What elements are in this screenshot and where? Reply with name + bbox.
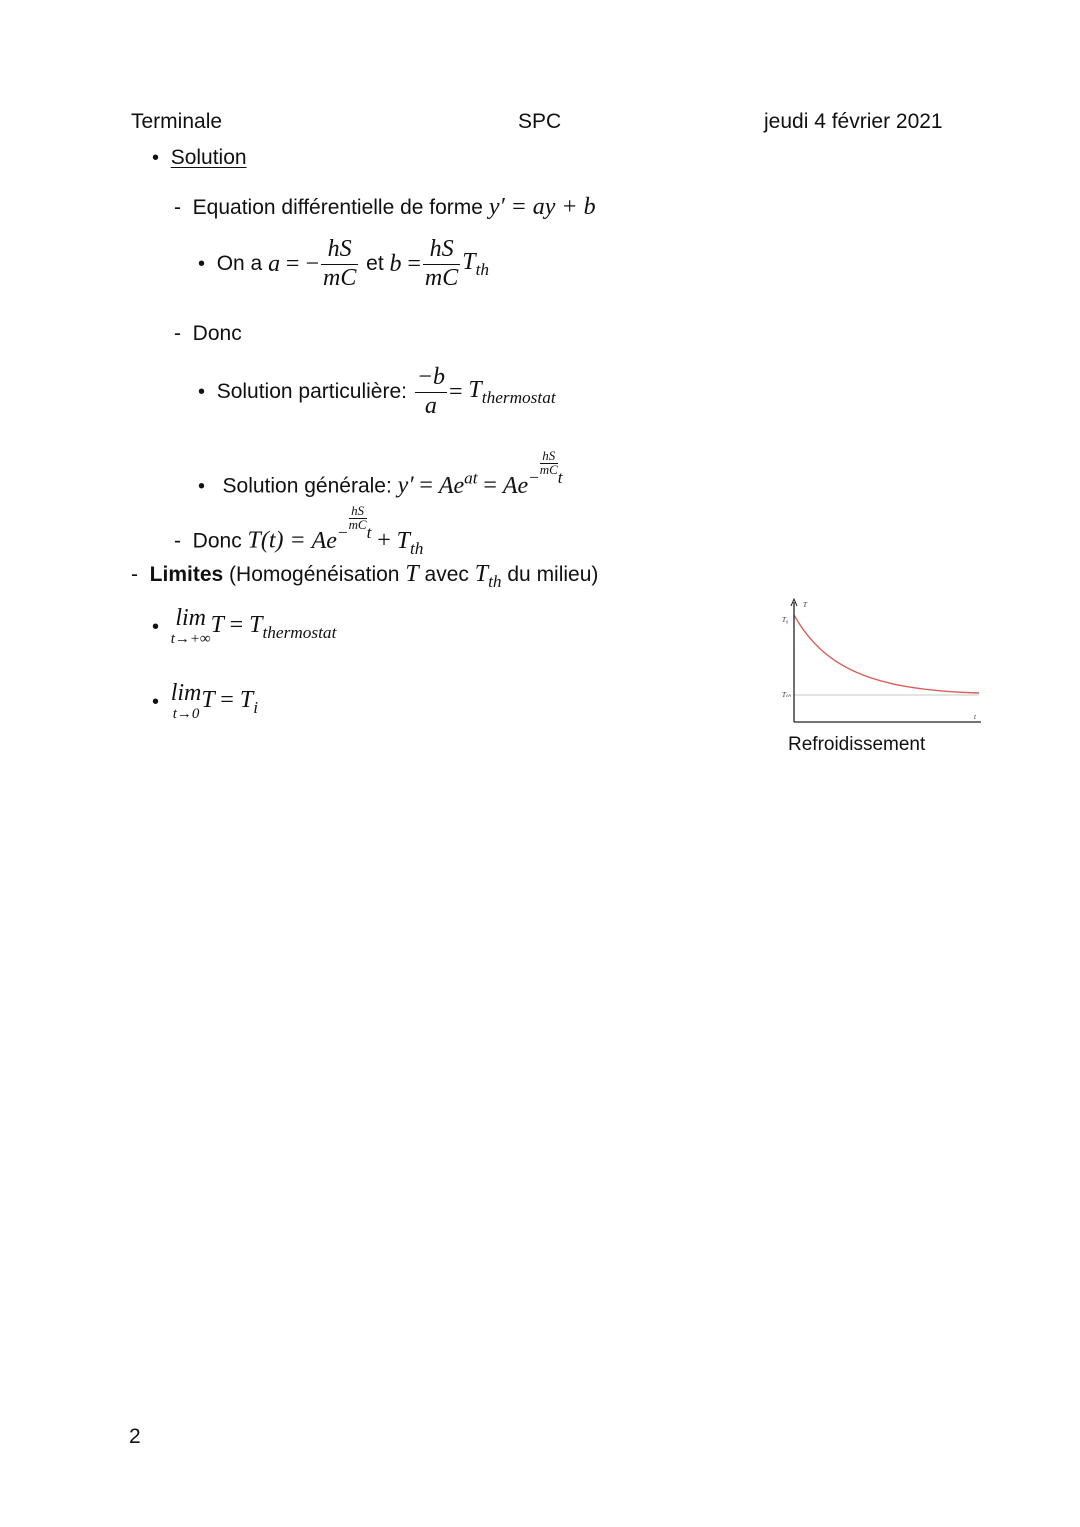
- et-label: et: [366, 252, 384, 276]
- y-prime: y′: [488, 194, 505, 220]
- T-thermostat: $T_{thermostat}$: [468, 376, 556, 407]
- limit-zero-line: [152, 681, 258, 725]
- equation-intro: Equation différentielle de forme: [192, 196, 483, 219]
- fraction-hS-mC-2: [423, 236, 460, 292]
- frac-num: hS: [321, 236, 358, 265]
- limites-text-a: (Homogénéisation: [229, 563, 400, 586]
- var-a: a: [268, 250, 281, 277]
- cooling-graph: [778, 596, 988, 728]
- limit-infinity-line: [152, 606, 336, 650]
- T-th: $T_{th}$: [462, 248, 490, 279]
- dash-icon: -: [174, 322, 181, 345]
- equation-rhs: = ay + b: [510, 194, 596, 220]
- x-axis-label: t: [974, 713, 976, 721]
- A-e-at: $Ae^{at}$: [438, 468, 478, 499]
- bullet-icon: •: [198, 252, 206, 275]
- dash-icon: -: [174, 196, 181, 219]
- bullet-icon: •: [152, 616, 160, 639]
- T-th: $T_{th}$: [396, 527, 424, 558]
- general-solution-label: Solution générale:: [222, 474, 392, 498]
- y-axis-label: T: [803, 601, 807, 609]
- lim-operator: lim t→0: [170, 680, 202, 722]
- solution-title: Solution: [170, 146, 247, 169]
- cooling-curve: [794, 615, 979, 693]
- header-right: jeudi 4 février 2021: [764, 110, 943, 133]
- donc-label: Donc: [192, 322, 242, 345]
- donc-line-1: [174, 322, 242, 346]
- header-center: SPC: [518, 110, 562, 133]
- header-left: Terminale: [131, 110, 223, 133]
- frac-den: a: [424, 392, 437, 419]
- avec-label: avec: [424, 563, 469, 586]
- solution-heading: [152, 146, 247, 170]
- eq-sign: =: [483, 472, 497, 499]
- bullet-icon: •: [198, 380, 206, 403]
- limites-title: Limites: [149, 563, 224, 586]
- limites-text-b: du milieu): [507, 563, 599, 586]
- on-a-label: On a: [216, 252, 263, 276]
- A-e-exp: $Ae^{- \frac{hS}{mC} t}$: [311, 503, 372, 554]
- fraction-minus-b-a: [415, 364, 447, 420]
- dash-icon: -: [131, 563, 138, 586]
- fraction-hS-mC: [321, 236, 358, 292]
- equation-line: [174, 194, 596, 221]
- frac-num: −b: [415, 364, 447, 393]
- eq-sign: =: [419, 472, 433, 499]
- limites-line: [131, 561, 598, 592]
- bullet-icon: •: [152, 147, 160, 169]
- plus-sign: +: [377, 527, 391, 554]
- var-T: T: [405, 561, 419, 587]
- dash-icon: -: [174, 529, 181, 553]
- particular-solution-line: [198, 364, 556, 420]
- var-b: b: [389, 250, 402, 277]
- page-number: 2: [129, 1425, 141, 1448]
- limit-result: $T = T_{thermostat}$: [210, 612, 337, 643]
- T-th: $T_{th}$: [474, 561, 502, 592]
- coefficients-line: [198, 236, 489, 292]
- particular-solution-label: Solution particulière:: [216, 380, 407, 404]
- frac-den: mC: [322, 264, 357, 291]
- eq-sign: =: [449, 378, 463, 405]
- frac-num: hS: [423, 236, 460, 265]
- lim-operator: lim t→+∞: [170, 605, 211, 647]
- frac-den: mC: [424, 264, 459, 291]
- A-e-exp: $Ae^{- \frac{hS}{mC} t}$: [502, 448, 563, 499]
- y-prime: y′: [397, 472, 414, 499]
- T-of-t: T(t) =: [247, 527, 306, 554]
- bullet-icon: •: [198, 475, 206, 498]
- eq-sign: =: [407, 250, 421, 277]
- general-solution-line: [198, 450, 563, 500]
- t0-label: T₀: [782, 616, 789, 624]
- donc-label: Donc: [192, 529, 242, 553]
- eq-minus: = −: [285, 250, 319, 277]
- limit-result: $T = T_i$: [201, 687, 258, 718]
- graph-caption: Refroidissement: [788, 734, 926, 755]
- tth-label: Tₜₕ: [782, 691, 791, 699]
- bullet-icon: •: [152, 691, 160, 714]
- donc-line-2: [174, 505, 423, 559]
